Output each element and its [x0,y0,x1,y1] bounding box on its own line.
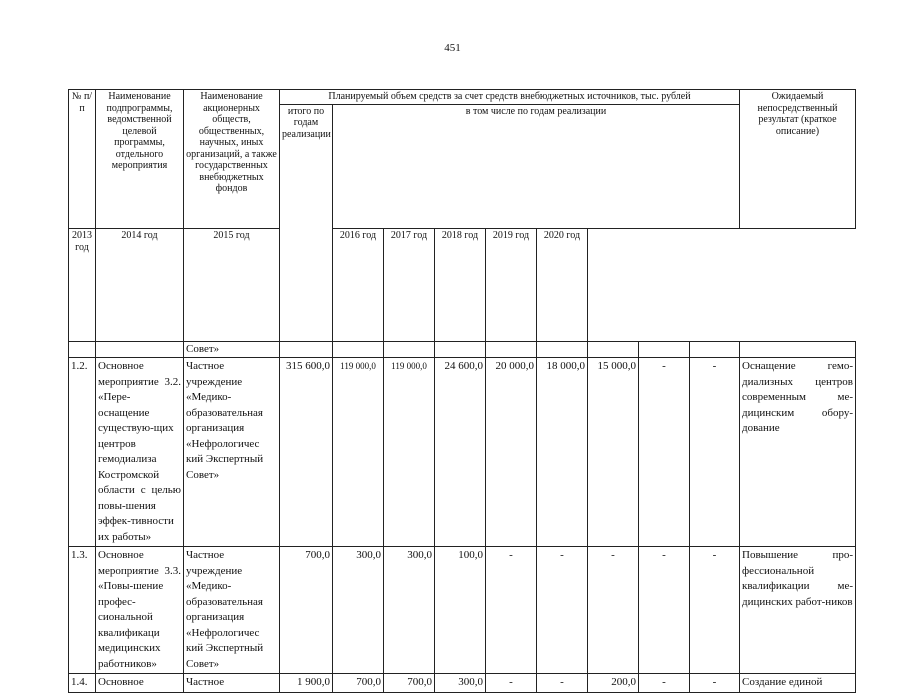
table-row [69,674,856,693]
row-2018: 200,0 [588,674,639,693]
header-years-row [69,229,856,342]
header-year: 2013 год [69,229,96,342]
row-2017: 18 000,0 [537,358,588,547]
fragment-org: Совет» [184,342,280,358]
row-total: 1 900,0 [280,674,333,693]
header-year: 2019 год [486,229,537,342]
row-name: Основное мероприятие 3.2. «Пере-оснащение существую-щих центров гемодиализа Костромской области с целью повы-шения эффек-тивности их работы» [96,358,184,547]
row-2013: 700,0 [333,674,384,693]
row-2016: - [486,547,537,674]
row-num: 1.4. [69,674,96,693]
row-result: Создание единой [740,674,856,693]
row-2013: 300,0 [333,547,384,674]
row-2019: - [639,547,690,674]
header-year: 2017 год [384,229,435,342]
header-row-1 [69,90,856,105]
header-year: 2015 год [184,229,280,342]
header-result: Ожидаемый непосредственный результат (краткое описание) [740,90,856,229]
table-row [69,547,856,674]
row-2020: - [690,358,740,547]
row-name: Основное [96,674,184,693]
table-row [69,358,856,547]
row-2015: 100,0 [435,547,486,674]
row-org: Частное учреждение «Медико-образовательная организация «Нефрологичес кий Экспертный Совет» [184,547,280,674]
row-result: Оснащение гемо-диализных центров современным ме-дицинским обору-дование [740,358,856,547]
header-year: 2020 год [537,229,588,342]
row-name: Основное мероприятие 3.3. «Повы-шение профес-сиональной квалификаци медицинских работников» [96,547,184,674]
header-year: 2014 год [96,229,184,342]
funding-table [68,89,856,693]
row-2014: 119 000,0 [384,358,435,547]
row-num: 1.2. [69,358,96,547]
header-org: Наименование акционерных обществ, общественных, научных, иных организаций, а также государственных внебюджетных фондов [184,90,280,229]
row-total: 700,0 [280,547,333,674]
row-2014: 700,0 [384,674,435,693]
row-2019: - [639,674,690,693]
header-year: 2018 год [435,229,486,342]
header-num: № п/п [69,90,96,229]
fragment-row [69,342,856,358]
row-2019: - [639,358,690,547]
row-2013: 119 000,0 [333,358,384,547]
row-2016: 20 000,0 [486,358,537,547]
row-2020: - [690,547,740,674]
row-num: 1.3. [69,547,96,674]
row-2015: 300,0 [435,674,486,693]
header-planned: Планируемый объем средств за счет средств внебюджетных источников, тыс. рублей [280,90,740,105]
page-number: 451 [444,42,461,54]
row-2014: 300,0 [384,547,435,674]
row-2016: - [486,674,537,693]
row-2020: - [690,674,740,693]
row-2015: 24 600,0 [435,358,486,547]
header-total: итого по годам реализации [280,104,333,342]
row-org: Частное учреждение «Медико-образовательная организация «Нефрологичес кий Экспертный Совет» [184,358,280,547]
row-org: Частное [184,674,280,693]
header-year: 2016 год [333,229,384,342]
row-2017: - [537,547,588,674]
header-by-years: в том числе по годам реализации [333,104,740,229]
row-2017: - [537,674,588,693]
header-name: Наименование подпрограммы, ведомственной целевой программы, отдельного мероприятия [96,90,184,229]
row-total: 315 600,0 [280,358,333,547]
row-result: Повышение про-фессиональной квалификации ме-дицинских работ-ников [740,547,856,674]
row-2018: - [588,547,639,674]
row-2018: 15 000,0 [588,358,639,547]
